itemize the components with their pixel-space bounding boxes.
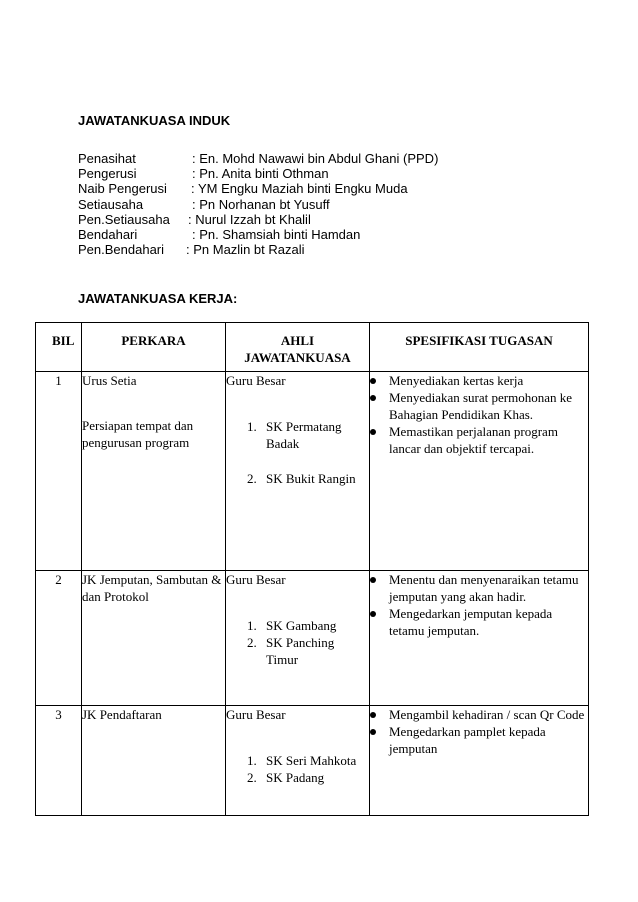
table-row (36, 571, 589, 706)
induk-value: : Pn. Anita binti Othman (192, 166, 329, 182)
ahli-number: 2. (247, 770, 257, 785)
header-ahli-line2: JAWATANKUASA (244, 350, 351, 365)
ahli-list-item (226, 769, 369, 786)
row-perkara (82, 372, 226, 571)
header-perkara: PERKARA (82, 323, 226, 372)
table-header-row (36, 323, 589, 372)
ahli-head: Guru Besar (226, 373, 286, 388)
tugasan-text: Memastikan perjalanan program lancar dan objektif tercapai. (389, 424, 558, 456)
induk-value: : En. Mohd Nawawi bin Abdul Ghani (PPD) (192, 151, 439, 166)
tugasan-list (370, 571, 588, 639)
header-bil: BIL (36, 323, 82, 372)
tugasan-item (370, 706, 588, 723)
ahli-name: SK Bukit Rangin (266, 471, 356, 486)
induk-label: Pengerusi (78, 166, 137, 182)
induk-label: Penasihat (78, 151, 136, 166)
tugasan-text: Menyediakan surat permohonan ke Bahagian Pendidikan Khas. (389, 390, 573, 422)
induk-value: : Nurul Izzah bt Khalil (188, 211, 311, 227)
header-ahli-line1: AHLI (280, 333, 315, 348)
perkara-item: JK Jemputan, Sambutan & dan Protokol (82, 572, 222, 604)
row-bil: 3 (36, 706, 82, 816)
row-ahli (226, 706, 370, 816)
bullet-icon (370, 712, 376, 718)
row-spesifikasi (370, 571, 589, 706)
ahli-number: 2. (247, 471, 257, 486)
tugasan-item (370, 605, 588, 639)
ahli-list (226, 418, 369, 487)
induk-label: Pen.Bendahari (78, 242, 165, 258)
tugasan-text: Mengambil kehadiran / scan Qr Code (389, 707, 585, 722)
induk-label: Setiausaha (78, 196, 144, 212)
ahli-list-item (226, 418, 369, 452)
ahli-name: SK Gambang (266, 618, 337, 633)
row-perkara (82, 706, 226, 816)
bullet-icon (370, 577, 376, 583)
tugasan-text: Menentu dan menyenaraikan tetamu jemputan yang akan hadir. (389, 572, 579, 604)
induk-value: : Pn. Shamsiah binti Hamdan (192, 226, 361, 242)
bullet-icon (370, 378, 376, 384)
jawatankuasa-kerja-table (35, 322, 589, 816)
ahli-list (226, 617, 369, 668)
tugasan-text: Mengedarkan jemputan kepada tetamu jemputan. (389, 606, 553, 638)
ahli-name: SK Padang (266, 770, 325, 785)
perkara-item: Persiapan tempat dan pengurusan program (82, 418, 194, 450)
ahli-number: 1. (247, 618, 257, 633)
table-row (36, 706, 589, 816)
perkara-item: Urus Setia (82, 373, 137, 388)
bullet-icon (370, 729, 376, 735)
ahli-list-item (226, 617, 369, 634)
ahli-name: SK Panching Timur (266, 635, 335, 667)
ahli-name: SK Permatang Badak (266, 419, 342, 451)
tugasan-item (370, 423, 588, 457)
row-perkara (82, 571, 226, 706)
ahli-name: SK Seri Mahkota (266, 753, 357, 768)
tugasan-item (370, 389, 588, 423)
tugasan-list (370, 372, 588, 457)
tugasan-item (370, 571, 588, 605)
induk-value: : YM Engku Maziah binti Engku Muda (191, 181, 408, 197)
header-ahli-jawatankuasa (226, 323, 370, 372)
tugasan-text: Menyediakan kertas kerja (389, 373, 524, 388)
table-row (36, 372, 589, 571)
induk-value: : Pn Norhanan bt Yusuff (192, 196, 330, 212)
ahli-number: 1. (247, 419, 257, 434)
ahli-head: Guru Besar (226, 572, 286, 587)
tugasan-list (370, 706, 588, 757)
ahli-number: 1. (247, 753, 257, 768)
row-bil: 1 (36, 372, 82, 571)
induk-label: Bendahari (78, 226, 138, 242)
bullet-icon (370, 429, 376, 435)
bullet-icon (370, 395, 376, 401)
header-spesifikasi-tugasan: SPESIFIKASI TUGASAN (370, 323, 589, 372)
row-bil: 2 (36, 571, 82, 706)
tugasan-item (370, 723, 588, 757)
perkara-item: JK Pendaftaran (82, 707, 162, 722)
tugasan-item (370, 372, 588, 389)
ahli-list (226, 752, 369, 786)
heading-jawatankuasa-induk: JAWATANKUASA INDUK (78, 113, 231, 128)
ahli-list-item (226, 752, 369, 769)
row-ahli (226, 571, 370, 706)
row-spesifikasi (370, 372, 589, 571)
row-ahli (226, 372, 370, 571)
row-spesifikasi (370, 706, 589, 816)
ahli-head: Guru Besar (226, 707, 286, 722)
bullet-icon (370, 611, 376, 617)
ahli-number: 2. (247, 635, 257, 650)
induk-label: Naib Pengerusi (78, 181, 167, 197)
ahli-list-item (226, 470, 369, 487)
tugasan-text: Mengedarkan pamplet kepada jemputan (389, 724, 546, 756)
induk-value: : Pn Mazlin bt Razali (186, 242, 305, 258)
ahli-list-item (226, 634, 369, 668)
heading-jawatankuasa-kerja: JAWATANKUASA KERJA: (78, 291, 238, 306)
induk-label: Pen.Setiausaha (78, 211, 170, 227)
